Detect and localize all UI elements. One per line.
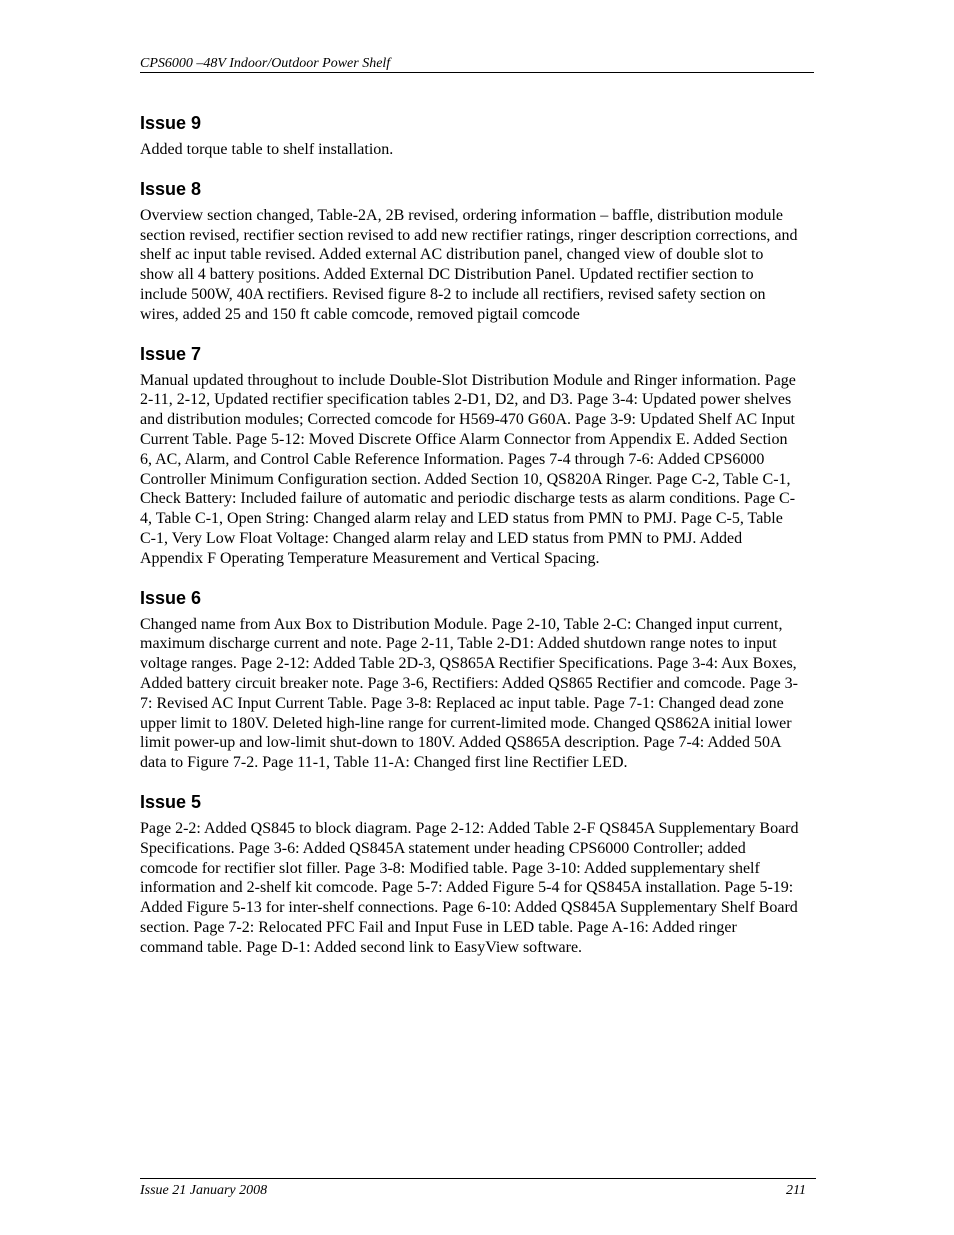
issue-description: Changed name from Aux Box to Distribution Module. Page 2-10, Table 2-C: Changed input current, maximum discharge current and note. Page 2-11, Table 2-D1: Added shutdown range notes to input voltage ranges. Page 2-12: Added Table 2D-3, QS865A Rectifier Specifications. Page 3-4: Aux Boxes, Added battery circuit breaker note. Page 3-6, Rectifiers: Added QS865 Rectifier and comcode. Page 3-7: Revised AC Input Current Table. Page 3-8: Replaced ac input table. Page 7-1: Changed dead zone upper limit to 180V. Deleted high-line range for current-limited mode. Changed QS862A initial lower limit power-up and low-limit shut-down to 180V. Added QS865A description. Page 7-4: Added 50A data to Figure 7-2. Page 11-1, Table 11-A: Changed first line Rectifier LED.	[140, 615, 798, 772]
issue-heading: Issue 7	[140, 343, 202, 364]
issue-description: Added torque table to shelf installation.	[140, 141, 394, 158]
issue-description: Page 2-2: Added QS845 to block diagram. Page 2-12: Added Table 2-F QS845A Supplementary Board Specifications. Page 3-6: Added QS845A statement under heading CPS6000 Controller; added comcode for rectifier slot filler. Page 3-8: Modified table. Page 3-10: Added supplementary shelf information and 2-shelf kit comcode. Page 5-7: Added Figure 5-4 for QS845A installation. Page 5-19: Added Figure 5-13 for inter-shelf connections. Page 6-10: Added QS845A Supplementary Shelf Board section. Page 7-2: Relocated PFC Fail and Input Fuse in LED table. Page A-16: Added ringer command table. Page D-1: Added second link to EasyView software.	[140, 819, 799, 956]
issue-section	[140, 178, 800, 325]
issue-heading: Issue 8	[140, 178, 202, 199]
issue-heading: Issue 6	[140, 587, 202, 608]
issue-section	[140, 343, 800, 569]
revision-history	[140, 112, 800, 976]
issue-description: Overview section changed, Table-2A, 2B revised, ordering information – baffle, distribution module section revised, rectifier section revised to add new rectifier ratings, ringer description corrections, and shelf ac input table revised. Added external AC distribution panel, changed view of double slot to show all 4 battery positions. Added External DC Distribution Panel. Updated rectifier section to include 500W, 40A rectifiers. Revised figure 8-2 to include all rectifiers, revised safety section on wires, added 25 and 150 ft cable comcode, removed pigtail comcode	[140, 206, 798, 323]
issue-heading: Issue 5	[140, 791, 202, 812]
issue-section	[140, 112, 800, 160]
issue-section	[140, 587, 800, 773]
page-number: 211	[786, 1183, 806, 1198]
header-divider	[140, 72, 814, 73]
issue-section	[140, 791, 800, 958]
issue-heading: Issue 9	[140, 113, 202, 133]
issue-date: Issue 21 January 2008	[140, 1183, 268, 1198]
issue-description: Manual updated throughout to include Double-Slot Distribution Module and Ringer information. Page 2-11, 2-12, Updated rectifier specification tables 2-D1, D2, and D3. Page 3-4: Updated power shelves and distribution modules; Corrected comcode for H569-470 G60A. Page 3-9: Updated Shelf AC Input Current Table. Page 5-12: Moved Discrete Office Alarm Connector from Appendix E. Added Section 6, AC, Alarm, and Control Cable Reference Information. Pages 7-4 through 7-6: Added CPS6000 Controller Minimum Configuration section. Added Section 10, QS820A Ringer. Page C-2, Table C-1, Check Battery: Included failure of automatic and periodic discharge tests as alarm conditions. Page C-4, Table C-1, Open String: Changed alarm relay and LED status from PMN to PMJ. Page C-5, Table C-1, Very Low Float Voltage: Changed alarm relay and LED status from PMN to PMJ. Added Appendix F Operating Temperature Measurement and Vertical Spacing.	[140, 371, 796, 567]
footer-divider	[140, 1178, 816, 1179]
document-title: CPS6000 –48V Indoor/Outdoor Power Shelf	[140, 56, 391, 71]
